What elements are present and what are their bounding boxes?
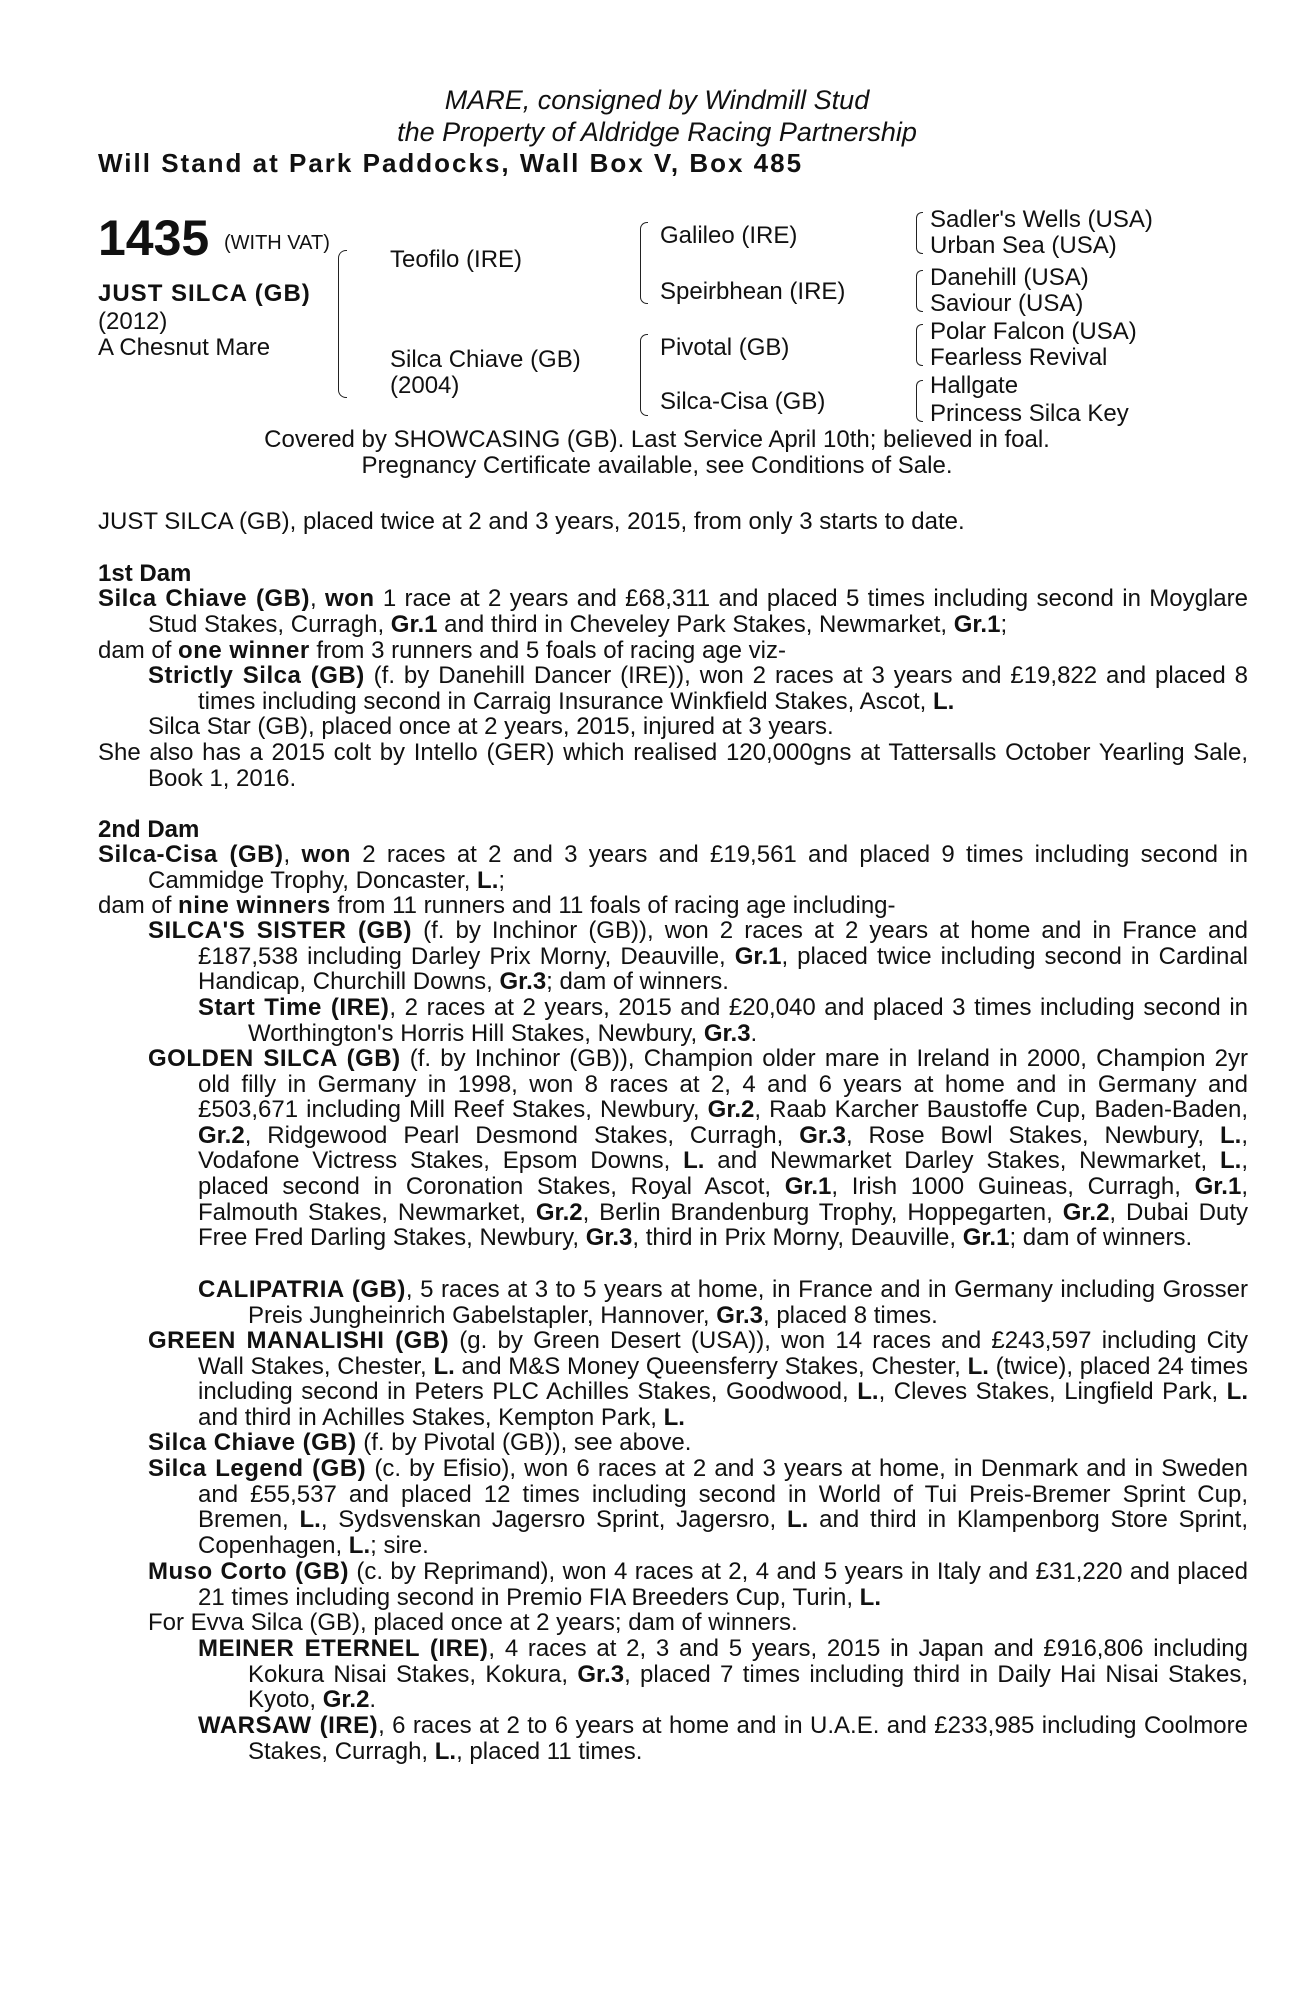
property-line: the Property of Aldridge Racing Partnership [397, 117, 917, 147]
ggen-7: Hallgate [930, 372, 1019, 399]
strictly-silca-name: Strictly Silca (GB) [148, 662, 365, 689]
second-dam-name: Silca-Cisa (GB) [98, 841, 284, 868]
golden-l2: L. [683, 1147, 705, 1175]
second-dam-title: 2nd Dam [98, 816, 200, 843]
second-dam-text: 2 races at 2 and 3 years and £19,561 and placed 9 times including second in Cammidge Trophy, Doncaster, [148, 841, 1248, 894]
sister-gr: Gr.1 [734, 942, 782, 970]
green-l2: L. [967, 1352, 989, 1380]
produce-silcas-sister [148, 918, 1248, 995]
sister-a: (f. by Inchinor (GB)), won 2 races at 2 years at home and in France and £187,538 including Darley Prix Morny, Deauville, [198, 917, 1248, 970]
warsaw-a: , 6 races at 2 to 6 years at home and in U.A.E. and £233,985 including Coolmore Stakes, Curragh, [248, 1712, 1248, 1765]
vat-label: (WITH VAT) [224, 232, 330, 254]
ggen-8: Princess Silca Key [930, 400, 1129, 427]
warsaw-l: L. [434, 1737, 457, 1765]
silca-chiave-name: Silca Chiave (GB) [148, 1429, 357, 1456]
first-dam-text-a: 1 race at 2 years and £68,311 and placed 5 times including second in Moyglare Stud Stakes, Curragh, [148, 585, 1248, 638]
ggen-5: Polar Falcon (USA) [930, 318, 1137, 345]
produce-warsaw [198, 1713, 1248, 1764]
golden-e: , Vodafone Victress Stakes, Epsom Downs, [198, 1121, 1248, 1175]
produce-meiner-eternel [198, 1636, 1248, 1713]
produce-evva-silca: For Evva Silca (GB), placed once at 2 years; dam of winners. [148, 1609, 798, 1636]
cali-b: , placed 8 times. [762, 1301, 938, 1329]
golden-g: , placed second in Coronation Stakes, Royal Ascot, [198, 1147, 1249, 1200]
first-dam-name: Silca Chiave (GB) [98, 585, 310, 612]
golden-g7: Gr.2 [1062, 1198, 1110, 1226]
cali-a: , 5 races at 3 to 5 years at home, in France and in Germany including Grosser Preis Jungheinrich Gabelstapler, Hannover, [248, 1276, 1248, 1329]
golden-k: , Dubai Duty Free Fred Darling Stakes, Newbury, [198, 1198, 1248, 1252]
start-time-name: Start Time (IRE) [198, 994, 390, 1021]
second-dam-l: L. [477, 866, 499, 894]
golden-d: , Rose Bowl Stakes, Newbury, [845, 1121, 1220, 1149]
golden-b: , Raab Karcher Baustoffe Cup, Baden-Baden, [754, 1096, 1249, 1124]
golden-h: , Irish 1000 Guineas, Curragh, [831, 1172, 1195, 1200]
second-dam-end: ; [498, 866, 506, 894]
golden-l1: L. [1220, 1121, 1242, 1149]
sister-c: ; dam of winners. [546, 968, 729, 996]
golden-l3: L. [1220, 1147, 1242, 1175]
legend-a: (c. by Efisio), won 6 races at 2 and 3 years at home, in Denmark and in Sweden and £55,537 and placed 12 times including second in World of Tui Preis-Bremer Sprint Cup, Bremen, [198, 1455, 1248, 1534]
calipatria-name: CALIPATRIA (GB) [198, 1276, 406, 1303]
damof2-c: from 11 runners and 11 foals of racing age including- [330, 892, 896, 919]
produce-muso-corto [148, 1559, 1248, 1610]
foaling-year: (2012) [98, 308, 168, 335]
muso-a: (c. by Reprimand), won 4 races at 2, 4 and 5 years in Italy and £31,220 and placed 21 times including second in Premio FIA Breeders Cup, Turin, [198, 1558, 1248, 1611]
golden-silca-name: GOLDEN SILCA (GB) [148, 1045, 401, 1072]
dam-year: (2004) [390, 372, 460, 399]
horse-name: JUST SILCA (GB) [98, 280, 311, 307]
second-dam-main: Silca-Cisa (GB), won 2 races at 2 and 3 years and £19,561 and placed 9 times including second in Cammidge Trophy, Doncaster, L.; [98, 841, 1248, 894]
golden-m: ; dam of winners. [1009, 1224, 1193, 1252]
second-dam-won: won [301, 841, 351, 868]
silcas-sister-name: SILCA'S SISTER (GB) [148, 917, 413, 944]
pedigree-brace-g3 [916, 324, 923, 366]
start-end: . [750, 1019, 758, 1047]
produce-silca-chiave [148, 1430, 1198, 1456]
golden-g3: Gr.3 [799, 1121, 846, 1149]
golden-g6: Gr.2 [535, 1198, 583, 1226]
meiner-a: , 4 races at 2, 3 and 5 years, 2015 in Japan and £916,806 including Kokura Nisai Stakes, Kokura, [248, 1635, 1248, 1688]
damof-c: from 3 runners and 5 foals of racing age viz- [309, 637, 786, 664]
first-dam-gr-b: Gr.1 [953, 610, 1001, 638]
first-dam-title: 1st Dam [98, 560, 192, 587]
ggen-2: Urban Sea (USA) [930, 232, 1117, 259]
sister-b: , placed twice including second in Cardinal Handicap, Churchill Downs, [198, 942, 1249, 996]
sire: Teofilo (IRE) [390, 246, 523, 273]
golden-g5: Gr.1 [1194, 1172, 1242, 1200]
pedigree-brace-dam [640, 334, 648, 416]
legend-b: , Sydsvenskan Jagersro Sprint, Jagersro, [320, 1506, 787, 1534]
damof2-b: nine winners [178, 892, 331, 919]
damof2-a: dam of [98, 892, 179, 919]
silca-legend-name: Silca Legend (GB) [148, 1455, 367, 1482]
meiner-g1: Gr.3 [577, 1660, 625, 1688]
strictly-silca-text: (f. by Danehill Dancer (IRE)), won 2 races at 3 years and £19,822 and placed 8 times including second in Carraig Insurance Winkfield Stakes, Ascot, [198, 662, 1248, 715]
golden-f: and Newmarket Darley Stakes, Newmarket, [704, 1147, 1221, 1175]
meiner-g2: Gr.2 [322, 1686, 370, 1714]
first-dam-produce-line [98, 638, 1198, 664]
green-a: (g. by Green Desert (USA)), won 14 races and £243,597 including City Wall Stakes, Chester, [198, 1327, 1249, 1380]
pedigree-brace-g2 [916, 270, 923, 312]
golden-g9: Gr.1 [962, 1224, 1010, 1252]
pedigree-brace-sire [640, 222, 648, 304]
intro-paragraph: JUST SILCA (GB), placed twice at 2 and 3 years, 2015, from only 3 starts to date. [98, 508, 965, 535]
first-dam-won: won [324, 585, 375, 612]
green-manalishi-name: GREEN MANALISHI (GB) [148, 1327, 450, 1354]
golden-i: , Falmouth Stakes, Newmarket, [198, 1172, 1248, 1226]
dam-dam: Silca-Cisa (GB) [660, 388, 826, 415]
sire-sire: Galileo (IRE) [660, 222, 798, 249]
horse-description: A Chesnut Mare [98, 334, 271, 361]
legend-l1: L. [299, 1506, 321, 1534]
produce-green-manalishi [148, 1328, 1248, 1430]
green-l4: L. [1226, 1378, 1248, 1406]
golden-g4: Gr.1 [784, 1172, 832, 1200]
golden-l: , third in Prix Morny, Deauville, [632, 1224, 963, 1252]
covered-line: Covered by SHOWCASING (GB). Last Service April 10th; believed in foal. [264, 426, 1050, 453]
chiave-a: (f. by Pivotal (GB)), see above. [356, 1429, 692, 1456]
strictly-silca-l: L. [933, 687, 955, 715]
muso-l: L. [859, 1583, 881, 1611]
golden-j: , Berlin Brandenburg Trophy, Hoppegarten, [582, 1198, 1063, 1226]
golden-c: , Ridgewood Pearl Desmond Stakes, Curragh, [244, 1121, 800, 1149]
cali-gr: Gr.3 [716, 1301, 763, 1329]
meiner-eternel-name: MEINER ETERNEL (IRE) [198, 1635, 489, 1662]
sire-dam: Speirbhean (IRE) [660, 278, 846, 305]
first-dam-main: Silca Chiave (GB), won 1 race at 2 years and £68,311 and placed 5 times including second in Moyglare Stud Stakes, Curragh, Gr.1 and third in Cheveley Park Stakes, Newmarket, Gr.1; [98, 585, 1248, 638]
golden-g2: Gr.2 [198, 1121, 245, 1149]
sister-gr3: Gr.3 [499, 968, 547, 996]
ggen-3: Danehill (USA) [930, 264, 1089, 291]
produce-silca-legend [148, 1456, 1248, 1558]
second-dam-produce-line [98, 893, 1198, 919]
first-dam-gr-a: Gr.1 [390, 610, 438, 638]
ggen-4: Saviour (USA) [930, 290, 1084, 317]
lot-number: 1435 [98, 210, 210, 266]
golden-g1: Gr.2 [707, 1096, 755, 1124]
green-l1: L. [433, 1352, 455, 1380]
green-e: and third in Achilles Stakes, Kempton Park, [198, 1403, 664, 1431]
legend-l3: L. [348, 1531, 371, 1559]
dam: Silca Chiave (GB) [390, 346, 581, 373]
green-c: (twice), placed 24 times including second in Peters PLC Achilles Stakes, Goodwood, [198, 1352, 1248, 1406]
muso-corto-name: Muso Corto (GB) [148, 1558, 349, 1585]
start-gr: Gr.3 [703, 1019, 751, 1047]
also-has-paragraph: She also has a 2015 colt by Intello (GER) which realised 120,000gns at Tattersalls October Yearling Sale, Book 1, 2016. [98, 739, 1248, 792]
first-dam-text-b: and third in Cheveley Park Stakes, Newmarket, [437, 610, 954, 638]
golden-g8: Gr.3 [585, 1224, 633, 1252]
green-l3: L. [857, 1378, 879, 1406]
legend-l2: L. [787, 1506, 809, 1534]
green-b: and M&S Money Queensferry Stakes, Chester, [454, 1352, 968, 1380]
damof-a: dam of [98, 637, 179, 664]
warsaw-name: WARSAW (IRE) [198, 1712, 379, 1739]
pedigree-brace-main [338, 250, 347, 398]
produce-start-time [198, 995, 1248, 1046]
ggen-6: Fearless Revival [930, 344, 1108, 371]
produce-golden-silca [148, 1046, 1248, 1251]
produce-strictly-silca [148, 663, 1248, 714]
pedigree-brace-g1 [916, 212, 923, 254]
produce-silca-star: Silca Star (GB), placed once at 2 years, 2015, injured at 3 years. [148, 713, 834, 740]
stabling-line: Will Stand at Park Paddocks, Wall Box V, Box 485 [98, 148, 804, 178]
ggen-1: Sadler's Wells (USA) [930, 206, 1153, 233]
pregnancy-line: Pregnancy Certificate available, see Conditions of Sale. [361, 452, 953, 479]
dam-sire: Pivotal (GB) [660, 334, 790, 361]
legend-d: ; sire. [370, 1531, 429, 1559]
warsaw-b: , placed 11 times. [456, 1737, 643, 1765]
consignor-line: MARE, consigned by Windmill Stud [444, 85, 870, 115]
pedigree-brace-g4 [916, 380, 923, 422]
green-l5: L. [663, 1403, 685, 1431]
meiner-c: . [369, 1686, 377, 1714]
meiner-b: , placed 7 times including third in Daily Hai Nisai Stakes, Kyoto, [248, 1660, 1248, 1714]
damof-b: one winner [178, 637, 310, 664]
first-dam-text-c: ; [1000, 610, 1008, 638]
start-a: , 2 races at 2 years, 2015 and £20,040 and placed 3 times including second in Worthington's Horris Hill Stakes, Newbury, [248, 994, 1248, 1047]
golden-a: (f. by Inchinor (GB)), Champion older mare in Ireland in 2000, Champion 2yr old filly in Germany in 1998, won 8 races at 2, 4 and 6 years at home and in Germany and £503,671 including Mill Reef Stakes, Newbury, [198, 1045, 1248, 1124]
produce-calipatria [198, 1277, 1248, 1328]
legend-c: and third in Klampenborg Store Sprint, Copenhagen, [198, 1506, 1248, 1559]
green-d: , Cleves Stakes, Lingfield Park, [878, 1378, 1227, 1406]
